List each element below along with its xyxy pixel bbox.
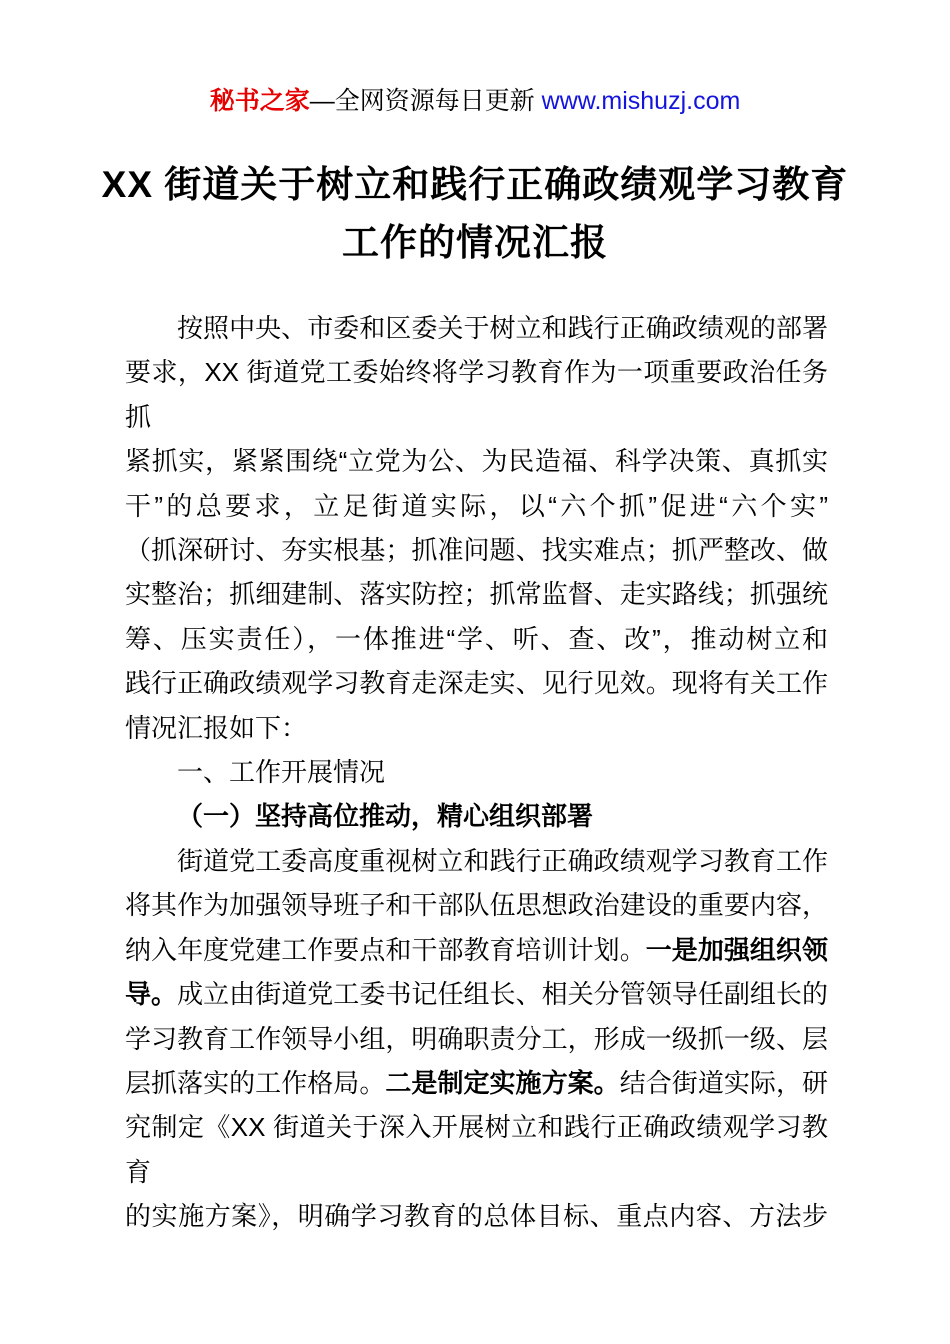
text-line	[125, 928, 828, 972]
text-segment: 将其作为加强领导班子和干部队伍思想政治建设的重要内容，	[125, 890, 828, 921]
text-segment: 结合街道实际，研	[619, 1067, 828, 1098]
text-line	[125, 839, 828, 883]
text-segment: 践行正确政绩观学习教育走深走实、见行见效。现将有关工作	[125, 668, 828, 699]
text-line	[125, 1105, 828, 1194]
text-segment: 学习教育工作领导小组，明确职责分工，形成一级抓一级、层	[125, 1023, 828, 1054]
text-line	[125, 706, 828, 750]
text-line	[125, 484, 828, 528]
text-segment: 筹、压实责任），一体推进“学、听、查、改”，推动树立和	[125, 623, 828, 654]
section-heading	[125, 750, 828, 794]
text-line	[125, 439, 828, 483]
text-segment: 成立由街道党工委书记任组长、相关分管领导任副组长的	[177, 979, 828, 1010]
doc-title	[50, 156, 900, 272]
text-segment: 按照中央、市委和区委关于树立和践行正确政绩观的部署	[177, 313, 828, 343]
text-segment: 干”的总要求，立足街道实际，以“六个抓”促进“六个实”	[125, 490, 828, 521]
text-line	[125, 883, 828, 927]
text-line	[125, 350, 828, 439]
bold-text-segment: 导。	[125, 979, 178, 1010]
text-line	[125, 661, 828, 705]
text-segment: 纳入年度党建工作要点和干部教育培训计划。	[125, 934, 646, 965]
text-segment: 要求，XX 街道党工委始终将学习教育作为一项重要政治任务抓	[125, 357, 828, 432]
text-segment: 情况汇报如下：	[125, 712, 308, 743]
subsection-heading	[125, 794, 828, 838]
doc-title-line2: 工作的情况汇报	[342, 222, 608, 263]
text-segment: 街道党工委高度重视树立和践行正确政绩观学习教育工作	[177, 845, 828, 876]
text-line	[125, 1017, 828, 1061]
text-line	[125, 617, 828, 661]
text-segment: 紧抓实，紧紧围绕“立党为公、为民造福、科学决策、真抓实	[125, 446, 828, 477]
text-segment: 实整治；抓细建制、落实防控；抓常监督、走实路线；抓强统	[125, 579, 828, 610]
text-segment: 究制定《XX 街道关于深入开展树立和践行正确政绩观学习教育	[125, 1112, 828, 1187]
text-segment: （抓深研讨、夯实根基；抓准问题、找实难点；抓严整改、做	[125, 535, 828, 566]
text-line	[125, 306, 828, 350]
text-line	[125, 1194, 828, 1238]
text-segment: 的实施方案》，明确学习教育的总体目标、重点内容、方法步	[125, 1201, 828, 1232]
text-line	[125, 528, 828, 572]
site-url[interactable]: www.mishuzj.com	[541, 87, 741, 115]
banner-tagline: —全网资源每日更新	[309, 87, 542, 115]
text-segment: 层抓落实的工作格局。	[125, 1067, 386, 1098]
bold-text-segment: （一）坚持高位推动，精心组织部署	[177, 801, 594, 832]
text-line	[125, 972, 828, 1016]
text-line	[125, 572, 828, 616]
doc-title-line1: XX 街道关于树立和践行正确政绩观学习教育	[101, 164, 849, 205]
text-segment: 一、工作开展情况	[177, 757, 386, 788]
text-line	[125, 1061, 828, 1105]
site-name: 秘书之家	[209, 87, 310, 115]
bold-text-segment: 二是制定实施方案。	[385, 1067, 620, 1098]
site-banner	[0, 84, 950, 118]
document-body	[125, 306, 828, 1239]
bold-text-segment: 一是加强组织领	[645, 934, 828, 965]
